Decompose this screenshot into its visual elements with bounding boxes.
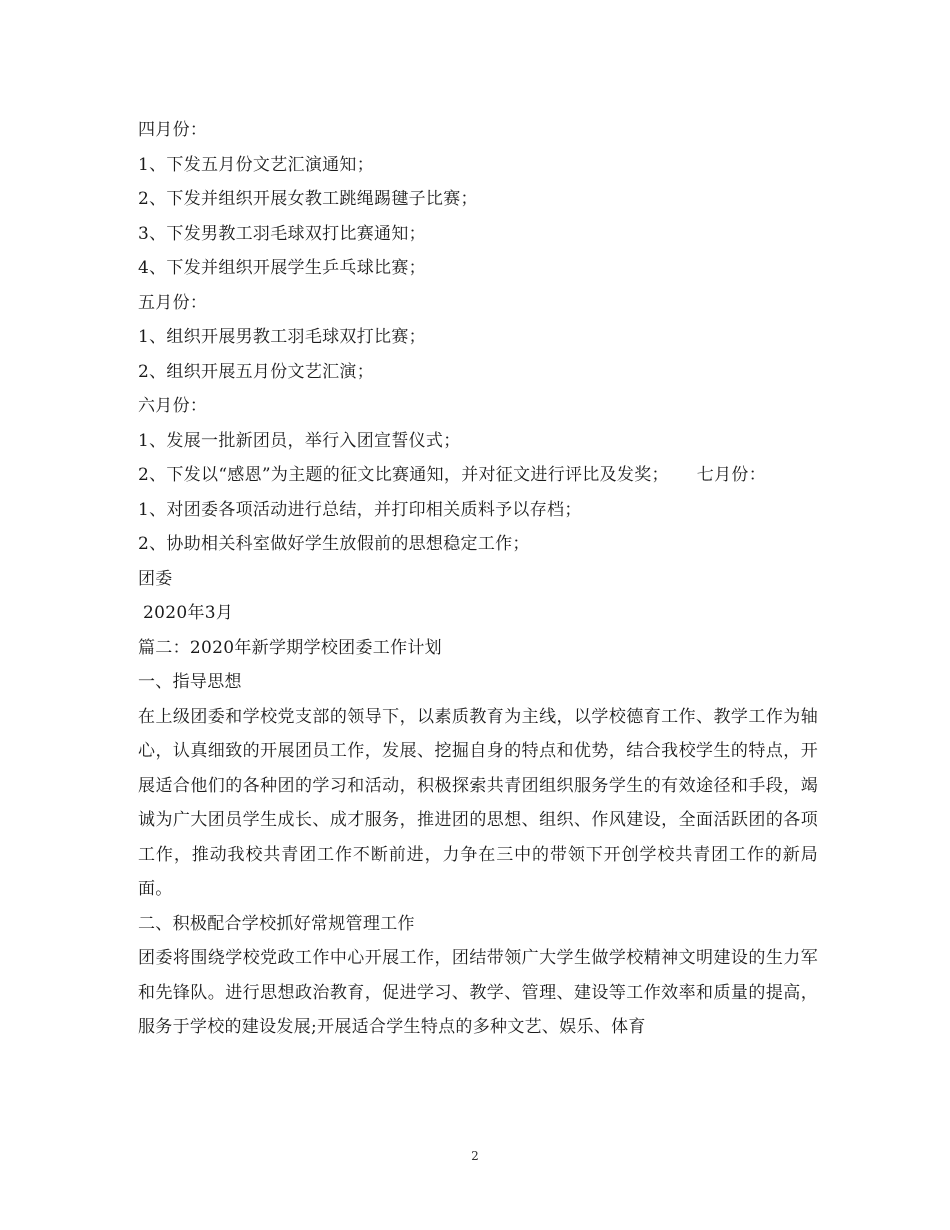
part2-title: 篇二：2020年新学期学校团委工作计划 xyxy=(138,637,442,658)
section2-body: 团委将围绕学校党政工作中心开展工作，团结带领广大学生做学校精神文明建设的生力军和先锋队。进行思想政治教育，促进学习、教学、管理、建设等工作效率和质量的提高，服务于学校的建设发展;开展适合学生特点的多种文艺、娱乐、体育 xyxy=(138,948,818,1037)
april-item-4: 4、下发并组织开展学生乒乓球比赛； xyxy=(138,258,426,278)
june-item-2: 2、下发以“感恩”为主题的征文比赛通知，并对征文进行评比及发奖； xyxy=(138,465,669,485)
april-item-3: 3、下发男教工羽毛球双打比赛通知； xyxy=(138,223,426,244)
may-item-2: 2、组织开展五月份文艺汇演； xyxy=(138,361,375,382)
page-number: 2 xyxy=(471,1149,479,1163)
june-item-2-row xyxy=(138,458,818,493)
july-item-2: 2、协助相关科室做好学生放假前的思想稳定工作； xyxy=(138,534,530,554)
april-item-1: 1、下发五月份文艺汇演通知； xyxy=(138,154,375,175)
july-item-1: 1、对团委各项活动进行总结，并打印相关质料予以存档； xyxy=(138,499,582,520)
april-heading: 四月份： xyxy=(138,120,208,140)
section1-body: 在上级团委和学校党支部的领导下，以素质教育为主线，以学校德育工作、教学工作为轴心，认真细致的开展团员工作，发展、挖掘自身的特点和优势，结合我校学生的特点，开展适合他们的各种团的学习和活动，积极探索共青团组织服务学生的有效途径和手段，竭诚为广大团员学生成长、成才服务，推进团的思想、组织、作风建设，全面活跃团的各项工作，推动我校共青团工作不断前进，力争在三中的带领下开创学校共青团工作的新局面。 xyxy=(138,706,818,899)
june-item-1: 1、发展一批新团员，举行入团宣誓仪式； xyxy=(138,430,461,451)
may-heading: 五月份： xyxy=(138,292,208,313)
section2-heading: 二、积极配合学校抓好常规管理工作 xyxy=(138,913,415,934)
signature-date: 2020年3月 xyxy=(143,603,234,623)
signature-org: 团委 xyxy=(138,568,173,589)
april-item-2: 2、下发并组织开展女教工跳绳踢毽子比赛； xyxy=(138,189,478,209)
june-heading: 六月份： xyxy=(138,396,208,416)
july-heading: 七月份： xyxy=(696,465,766,485)
document-body xyxy=(138,113,818,1045)
section1-heading: 一、指导思想 xyxy=(138,672,242,692)
may-item-1: 1、组织开展男教工羽毛球双打比赛； xyxy=(138,327,426,347)
